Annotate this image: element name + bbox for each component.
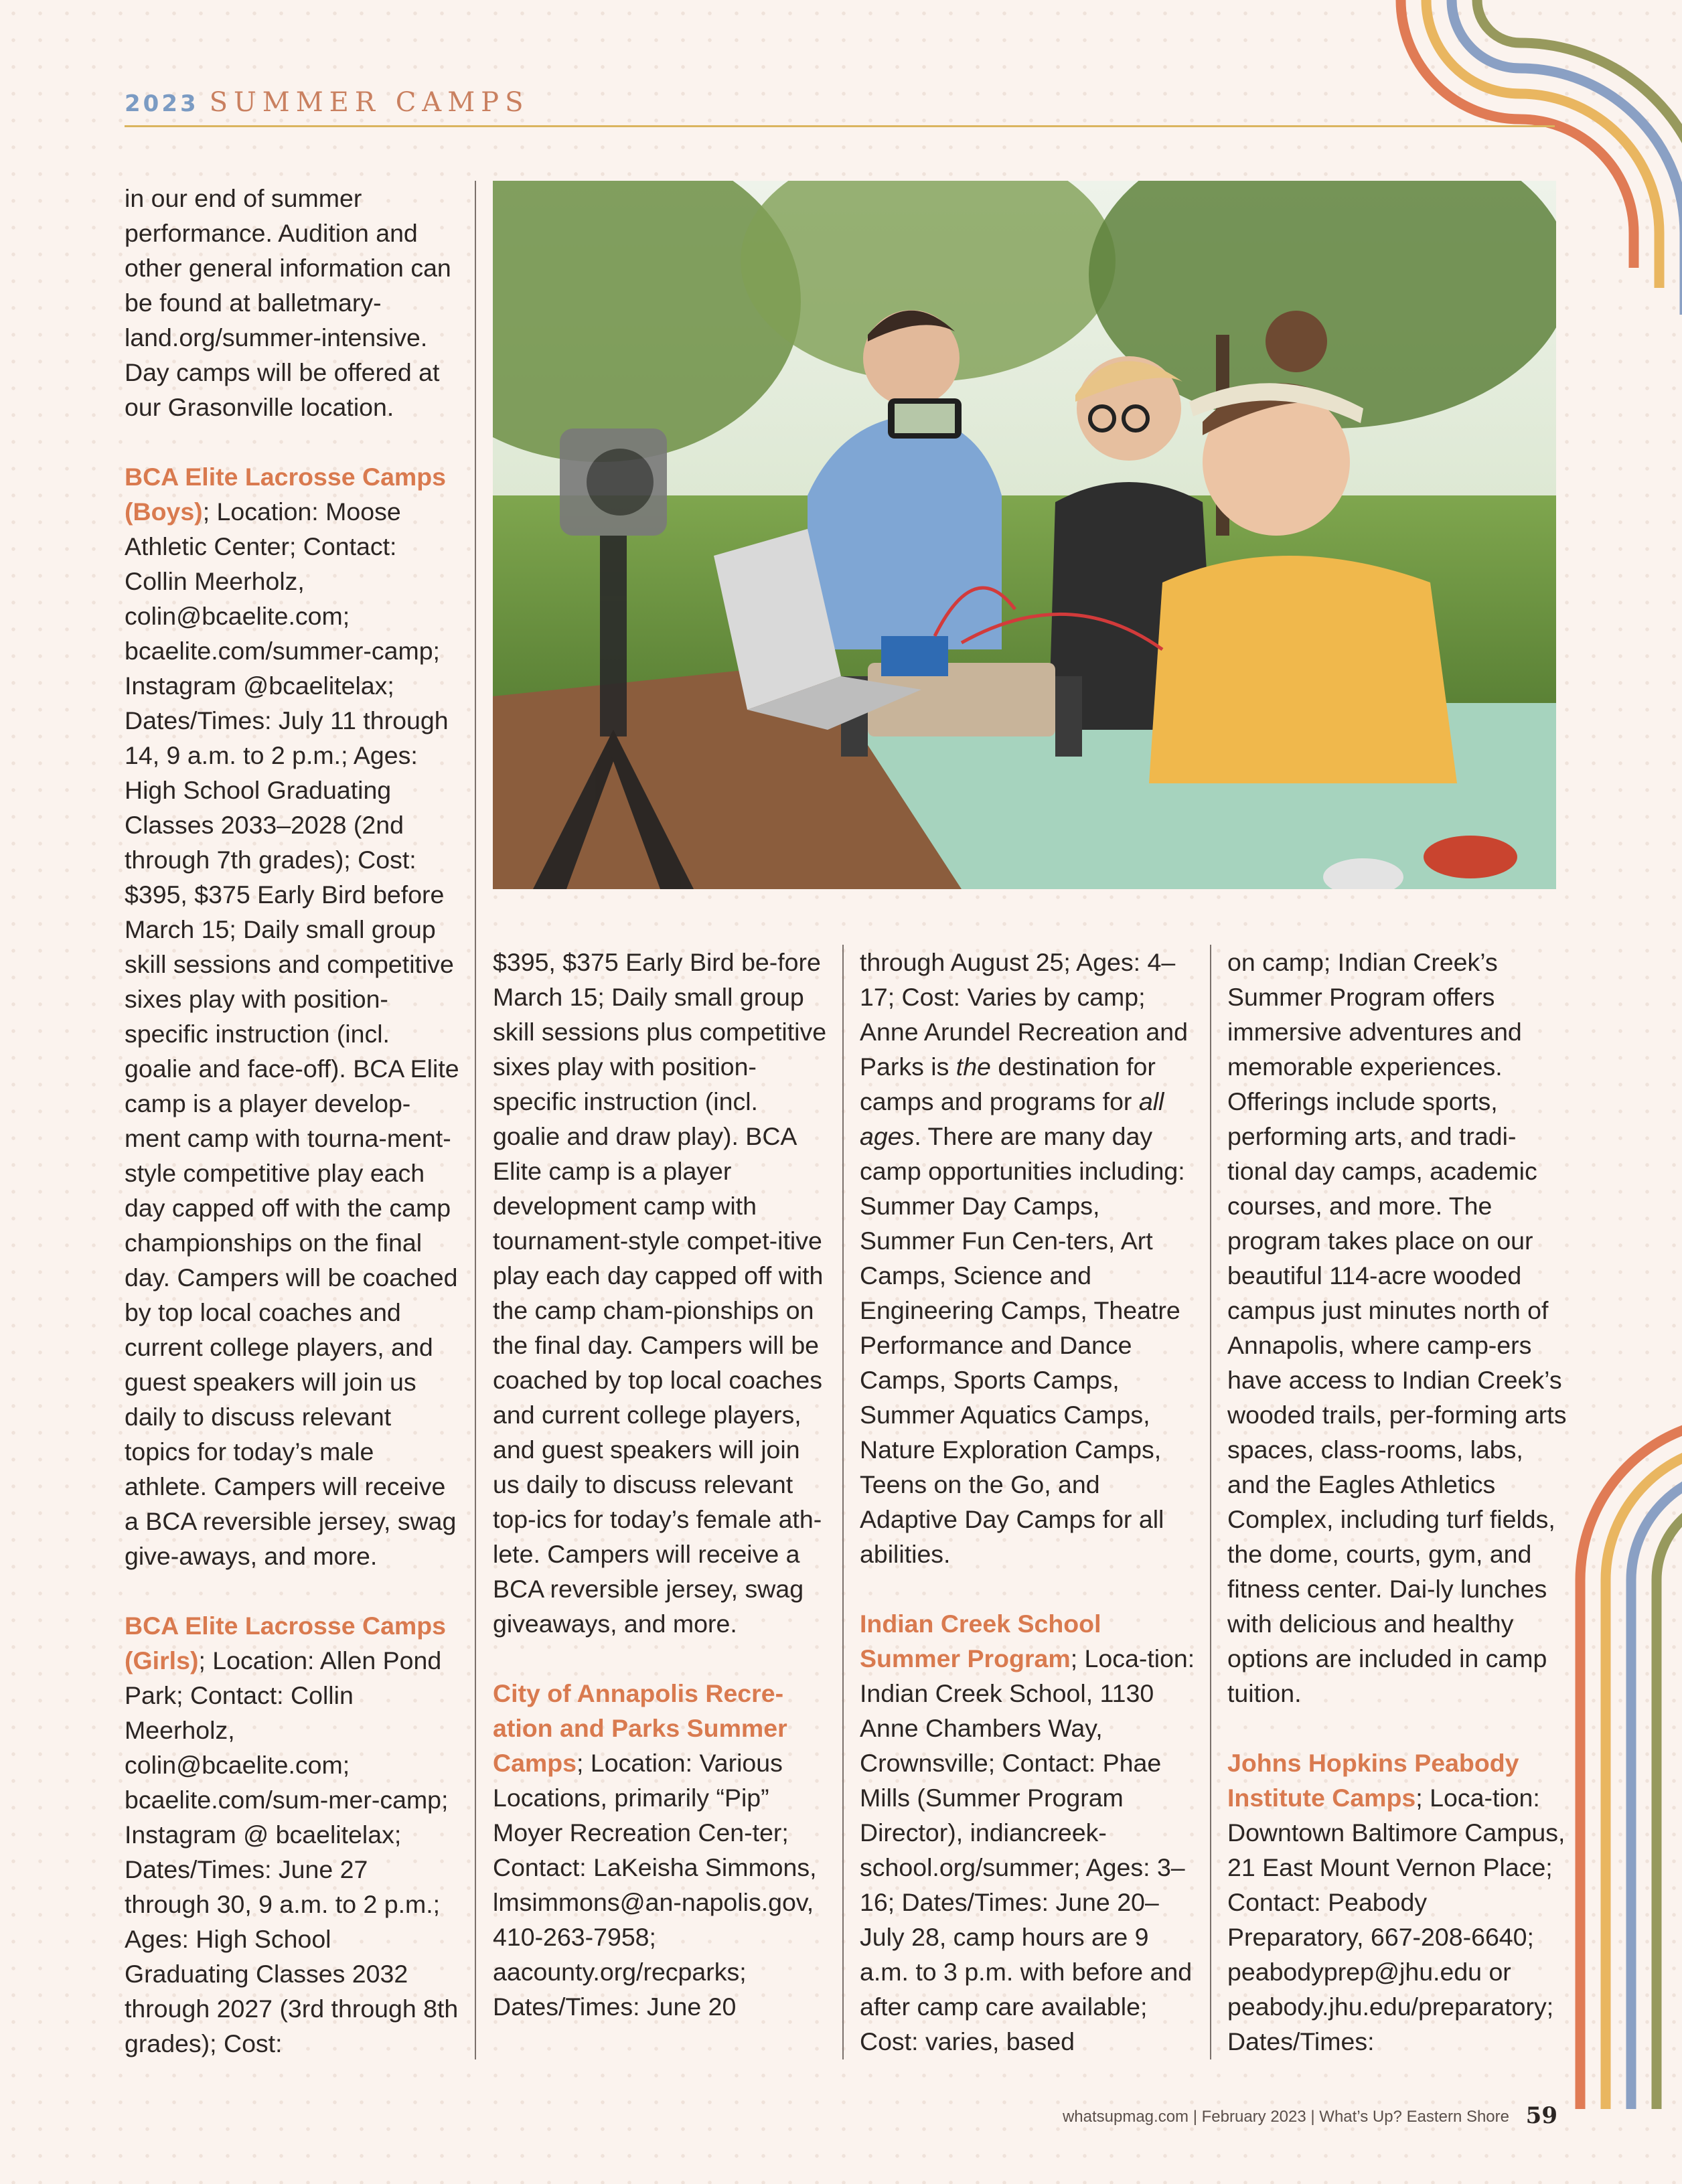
camp-name: Johns Hopkins Peabody Institute Camps	[1227, 1749, 1519, 1812]
camp-entry	[125, 1608, 459, 2061]
header-year: 2023	[125, 90, 199, 117]
footer-publication: What’s Up? Eastern Shore	[1319, 2108, 1509, 2126]
camp-name: Indian Creek School Summer Program	[860, 1610, 1101, 1672]
header-section-title: SUMMER CAMPS	[209, 87, 530, 118]
text-column-1	[125, 181, 459, 2096]
camp-details: ; Loca-tion: Indian Creek School, 1130 Anne Chambers Way, Crownsville; Contact: Phae Mills (Summer Program Director), indiancreek-school.org/summer; Ages: 3–16; Dates/Times: June 20–July 28, camp hours are 9 a.m. to 3 p.m. with before and after camp care available; Cost: varies, based	[860, 1644, 1195, 2055]
section-header	[125, 87, 1555, 130]
text-column-3	[860, 945, 1201, 2094]
paragraph: through August 25; Ages: 4–17; Cost: Varies by camp; Anne Arundel Recreation and Parks is the destination for camps and programs for all ages. There are many day camp opportunities including: Summer Day Camps, Summer Fun Cen-ters, Art Camps, Science and Engineering Camps, Theatre Performance and Dance Camps, Sports Camps, Summer Aquatics Camps, Nature Exploration Camps, Teens on the Go, and Adaptive Day Camps for all abilities.	[860, 948, 1188, 1568]
camp-entry	[1227, 1745, 1568, 2059]
camp-entry	[125, 459, 459, 1573]
rainbow-arc-bottom-icon	[1574, 1413, 1682, 2109]
camp-name: City of Annapolis Recre-ation and Parks Summer Camps	[493, 1679, 787, 1777]
camp-name: BCA Elite Lacrosse Camps (Boys)	[125, 463, 447, 526]
paragraph: $395, $375 Early Bird be-fore March 15; Daily small group skill sessions plus competitive sixes play with position-specific instruction (incl. goalie and draw play). BCA Elite camp is a player development camp with tournament-style compet-itive play each day capped off with the camp cham-pionships on the final day. Campers will be coached by top local coaches and current college players, and guest speakers will join us daily to discuss relevant top-ics for today’s female ath-lete. Campers will receive a BCA reversible jersey, swag giveaways, and more.	[493, 948, 827, 1638]
camp-entry	[493, 1676, 831, 2024]
paragraph: in our end of summer performance. Audition and other general information can be found at balletmary-land.org/summer-intensive. Day camps will be offered at our Grasonville location.	[125, 184, 451, 421]
header-divider	[125, 125, 1555, 127]
column-divider	[1210, 945, 1211, 2059]
paragraph: on camp; Indian Creek’s Summer Program offers immersive adventures and memorable experiences. Offerings include sports, performing arts, and tradi-tional day camps, academic courses, and more. The program takes place on our beautiful 114-acre wooded campus just minutes north of Annapolis, where camp-ers have access to Indian Creek’s wooded trails, per-forming arts spaces, class-rooms, labs, and the Eagles Athletics Complex, including turf fields, the dome, courts, gym, and fitness center. Dai-ly lunches with delicious and healthy options are included in camp tuition.	[1227, 948, 1567, 1707]
column-divider	[475, 181, 476, 2059]
camp-details: ; Location: Moose Athletic Center; Contact: Collin Meerholz, colin@bcaelite.com; bcaelite.com/summer-camp; Instagram @bcaelitelax; Dates/Times: July 11 through 14, 9 a.m. to 2 p.m.; Ages: High School Graduating Classes 2033–2028 (2nd through 7th grades); Cost: $395, $375 Early Bird before March 15; Daily small group skill sessions and competitive sixes play with position-specific instruction (incl. goalie and face-off). BCA Elite camp is a player develop-ment camp with tourna-ment-style competitive play each day capped off with the camp championships on the final day. Campers will be coached by top local coaches and current college players, and guest speakers will join us daily to discuss relevant topics for today’s male athlete. Campers will receive a BCA reversible jersey, swag give-aways, and more.	[125, 497, 459, 1570]
footer-site: whatsupmag.com	[1062, 2108, 1189, 2126]
text-column-4	[1227, 945, 1568, 2094]
camp-details: ; Loca-tion: Downtown Baltimore Campus, 21 East Mount Vernon Place; Contact: Peabody Preparatory, 667-208-6640; peabodyprep@jhu.edu or peabody.jhu.edu/preparatory; Dates/Times:	[1227, 1784, 1565, 2055]
column-divider	[842, 945, 844, 2059]
footer-issue: February 2023	[1201, 2108, 1306, 2126]
camp-details: ; Location: Allen Pond Park; Contact: Collin Meerholz, colin@bcaelite.com; bcaelite.com/sum-mer-camp; Instagram @ bcaelitelax; Dates/Times: June 27 through 30, 9 a.m. to 2 p.m.; Ages: High School Graduating Classes 2032 through 2027 (3rd through 8th grades); Cost:	[125, 1646, 459, 2057]
camp-details: ; Location: Various Locations, primarily “Pip” Moyer Recreation Cen-ter; Contact: LaKeisha Simmons, lmsimmons@an-napolis.gov, 410-263-7958; aacounty.org/recparks; Dates/Times: June 20	[493, 1749, 817, 2021]
camp-entry	[860, 1606, 1201, 2059]
page-number: 59	[1525, 2102, 1557, 2129]
camp-name: BCA Elite Lacrosse Camps (Girls)	[125, 1612, 447, 1674]
page-footer: whatsupmag.com | February 2023 | What’s Up? Eastern Shore 59	[1062, 2102, 1557, 2129]
camp-photo	[493, 181, 1556, 889]
text-column-2	[493, 945, 831, 2059]
